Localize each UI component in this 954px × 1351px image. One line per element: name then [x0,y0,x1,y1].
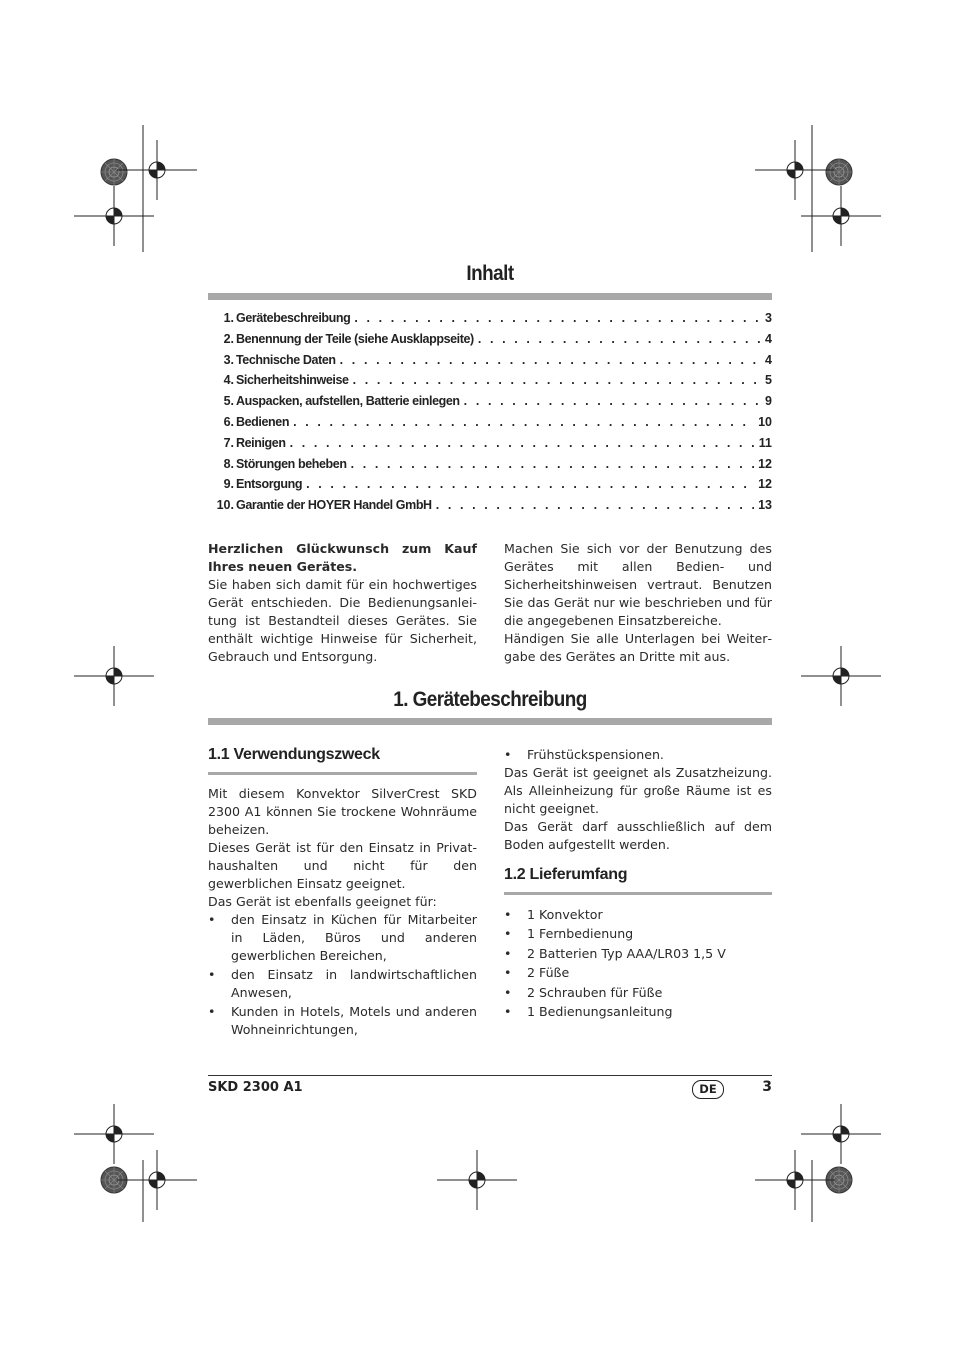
toc-entry [208,457,772,478]
toc-number: 1. [223,311,234,325]
usage-paragraph-3: Das Gerät ist ebenfalls geeignet für: [208,894,437,909]
toc-number: 8. [223,456,234,471]
list-item: • 2 Füße [504,963,772,982]
toc-title: Bedienen [236,414,290,429]
table-of-contents [208,311,772,519]
toc-number: 9. [223,477,234,492]
usage-right-column [504,746,772,854]
toc-page-number: 12 [758,477,772,492]
toc-number: 2. [223,331,234,346]
toc-number: 5. [223,394,234,409]
toc-number: 10. [216,498,234,513]
toc-title: Gerätebeschreibung [236,311,351,325]
usage-paragraph-4: Das Gerät ist geeignet als Zusatzheizung. Als Alleinheizung für große Räume ist es nicht geeignet. [504,765,772,816]
usage-paragraph-1: Mit diesem Konvektor SilverCrest SKD 2300 A1 können Sie trockene Wohnräume beheizen. [208,786,477,837]
footer-rule [208,1075,772,1076]
toc-title: Sicherheitshinweise [236,373,349,388]
usage-paragraph-2: Dieses Gerät ist für den Einsatz in Privathaushalten und nicht für den gewerblichen Einsatz geeignet. [208,840,477,891]
page-number: 3 [762,1079,772,1095]
list-item: • 1 Bedienungsanleitung [504,1002,772,1021]
toc-leader-dots [436,498,754,512]
intro-right-text-1: Machen Sie sich vor der Benutzung des Gerätes mit allen Bedien- und Sicherheitshinweisen vertraut. Benutzen Sie das Gerät nur wie beschrieben und für die angegebenen Einsatzbereiche. [504,541,772,628]
list-item: • 2 Batterien Typ AAA/LR03 1,5 V [504,944,772,963]
language-badge: DE [692,1080,724,1099]
toc-page-number: 9 [765,394,772,409]
toc-leader-dots [290,436,755,450]
toc-entry [208,436,772,457]
usage-paragraph-5: Das Gerät darf ausschließlich auf dem Boden aufgestellt werden. [504,819,772,852]
toc-number: 4. [223,373,234,388]
list-item: • 1 Konvektor [504,905,772,924]
intro-heading: Herzlichen Glückwunsch zum Kauf Ihres neuen Gerätes. [208,541,477,574]
subsection-title-usage: 1.1 Verwendungszweck [208,746,380,763]
toc-title: Reinigen [236,435,286,450]
section-title: 1. Gerätebeschreibung [393,688,587,711]
usage-left-column [208,785,477,1039]
toc-entry [208,415,772,436]
toc-leader-dots [306,477,754,491]
intro-left-text: Sie haben sich damit für ein hochwertiges Gerät entschieden. Die Bedienungsanleitung ist Bestandteil dieses Gerätes. Sie enthält wichtige Hinweise für Sicherheit, Gebrauch und Entsorgung. [208,577,477,664]
toc-title: Benennung der Teile (siehe Ausklappseite) [236,331,474,346]
usage-bullet-list [208,911,477,1039]
toc-page-number: 13 [758,498,772,513]
toc-leader-dots [293,415,754,429]
toc-leader-dots [353,373,761,387]
toc-page-number: 10 [758,414,772,429]
scope-column [504,905,772,1021]
toc-title: Garantie der HOYER Handel GmbH [236,498,432,513]
intro-right-text-2: Händigen Sie alle Unterlagen bei Weitergabe des Gerätes an Dritte mit aus. [504,631,772,664]
toc-title: Technische Daten [236,352,336,367]
toc-leader-dots [340,353,761,367]
toc-number: 6. [223,414,234,429]
page-title: Inhalt [466,262,514,285]
footer-model: SKD 2300 A1 [208,1080,303,1095]
toc-page-number: 11 [758,435,772,450]
toc-entry [208,332,772,353]
toc-entry [208,353,772,374]
toc-page-number: 12 [758,456,772,471]
toc-number: 3. [223,352,234,367]
usage-bullet-list-continued [504,746,772,764]
title-rule [208,293,772,300]
toc-page-number: 4 [765,352,772,367]
toc-entry [208,373,772,394]
list-item: • den Einsatz in Küchen für Mitarbeiter in Läden, Büros und anderen gewerblichen Bereichen, [208,911,477,965]
toc-number: 7. [223,435,234,450]
section-rule [208,718,772,725]
intro-left-column [208,540,477,666]
list-item: • den Einsatz in landwirtschaftlichen Anwesen, [208,966,477,1002]
toc-entry [208,477,772,498]
list-item: • 2 Schrauben für Füße [504,983,772,1002]
toc-entry [208,394,772,415]
toc-page-number: 4 [765,331,772,346]
list-item: • Kunden in Hotels, Motels und anderen Wohneinrichtungen, [208,1003,477,1039]
list-item: • 1 Fernbedienung [504,924,772,943]
toc-entry [208,498,772,519]
toc-leader-dots [464,394,761,408]
toc-page-number: 3 [765,311,772,325]
toc-entry [208,311,772,332]
scope-list [504,905,772,1021]
toc-title: Störungen beheben [236,456,347,471]
toc-page-number: 5 [765,373,772,388]
toc-leader-dots [351,457,755,471]
subsection-rule-usage [208,772,477,775]
toc-leader-dots [354,311,761,325]
toc-title: Auspacken, aufstellen, Batterie einlegen [236,394,460,409]
toc-leader-dots [478,332,761,346]
list-item: • Frühstückspensionen. [504,746,772,764]
intro-right-column [504,540,772,666]
subsection-rule-scope [504,892,772,895]
subsection-title-scope: 1.2 Lieferumfang [504,866,628,883]
toc-title: Entsorgung [236,477,303,492]
